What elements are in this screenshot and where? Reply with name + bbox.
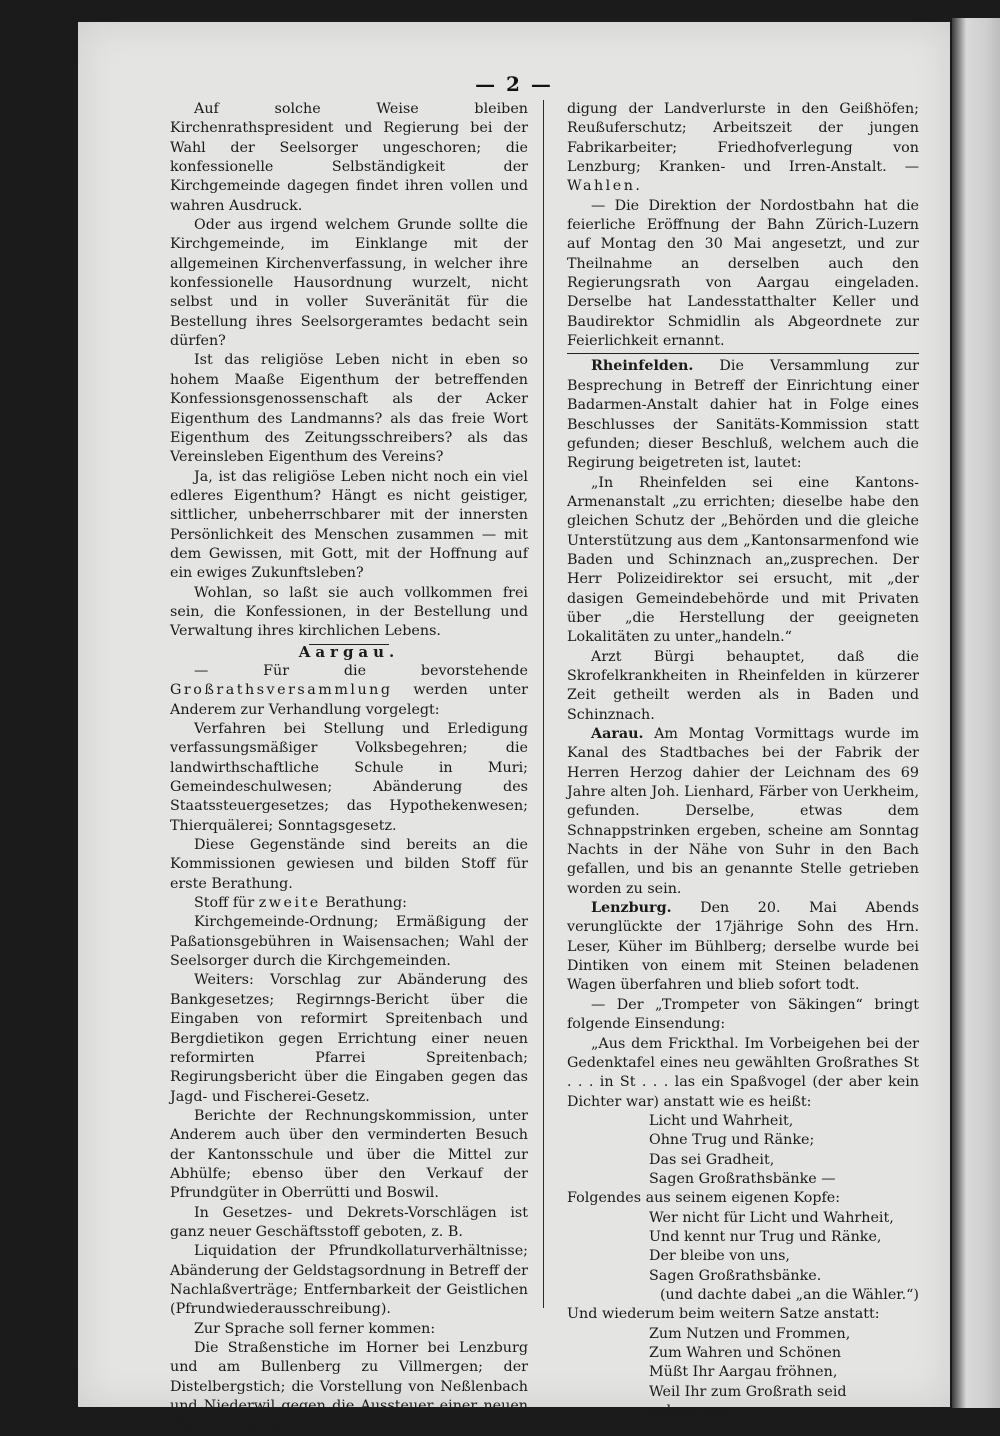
text-run: Die Versammlung zur Besprechung in Betreff der Einrichtung einer Badarmen-Anstalt dahier hat in Folge eines Beschlusses der Sanitäts-Kommission statt gefunden; dieser Beschluß, welchem auch die Regirung beigetreten ist, lautet: [567, 358, 919, 472]
paragraph [567, 899, 919, 996]
quoted-resolution: „In Rheinfelden sei eine Kantons-Armenanstalt „zu errichten; dieselbe habe den gleichen Schutz der „Behörden und die gleiche Unterstützung aus dem „Kantonsarmenfond wie Baden und Schinznach an„zusprechen. Der Herr Polizeidirektor sei ersucht, mit „der dasigen Gemeindebehörde und mit Privaten über „die Herstellung der geeigneten Lokalitäten zu unter„handeln.“ [567, 474, 919, 646]
paragraph: Kirchgemeinde-Ordnung; Ermäßigung der Paßationsgebühren in Waisensachen; Wahl der Seelsorger durch die Kirchgemeinden. [170, 914, 528, 970]
parenthetical-note: (und dachte dabei „an die Wähler.“) [659, 1286, 919, 1303]
paragraph: Folgendes aus seinem eigenen Kopfe: [567, 1190, 841, 1207]
text-run: Am Montag Vormittags wurde im Kanal des Stadtbaches bei der Fabrik der Herren Herzog dahier der Leichnam des 69 Jahre alten Joh. Lienhard, Färber von Uerkheim, gefunden. Derselbe, etwas dem Schnappstrinken ergeben, scheine am Sonntag Nachts in der Nähe von Suhr in den Bach gefallen, und bis an genannte Stelle getrieben worden zu sein. [567, 726, 920, 897]
paragraph: — Die Direktion der Nordostbahn hat die feierliche Eröffnung der Bahn Zürich-Luzern auf Montag den 30 Mai angesetzt, und zur Theilnahme an derselben auch den Regierungsrath von Aargau eingeladen. Derselbe hat Landesstatthalter Keller und Baudirektor Schmidlin als Abgeordnete zur Feierlichkeit ernannt. [567, 197, 919, 350]
verse-line: Zum Wahren und Schönen [649, 1345, 842, 1361]
section-rule [309, 644, 389, 645]
paragraph: Diese Gegenstände sind bereits an die Kommissionen gewiesen und bilden Stoff für erste Berathung. [170, 837, 528, 892]
place-name: Lenzburg. [591, 900, 672, 917]
verse-line: Das sei Gradheit, [649, 1151, 775, 1168]
right-column [567, 100, 919, 1421]
paragraph: Verfahren bei Stellung und Erledigung verfassungsmäßiger Volksbegehren; die landwirthschaftliche Schule in Muri; Gemeindeschulwesen; Abänderung des Staatssteuergesetzes; das Hypothekenwesen; Thierquälerei; Sonntagsgesetz. [170, 721, 528, 834]
verse-line: Sagen Großrathsbänke — [649, 1170, 836, 1187]
paragraph [567, 725, 919, 899]
paragraph: Berichte der Rechnungskommission, unter Anderem auch über den verminderten Besuch der Kantonsschule und über die Mittel zur Abhülfe; ebenso über den Verkauf der Pfrundgüter in Oberrütti und Boswil. [170, 1107, 528, 1202]
verse-line: Ohne Trug und Ränke; [649, 1132, 815, 1149]
text-run: Den 20. Mai Abends verunglückte der 17jährige Sohn des Hrn. Leser, Küher im Bühlberg; derselbe wurde bei Dintiken von einem mit Steinen beladenen Wagen überfahren und blieb sofort todt. [567, 900, 920, 994]
paragraph [567, 100, 919, 197]
paragraph: Ist das religiöse Leben nicht in eben so hohem Maaße Eigenthum der betreffenden Konfessionsgenossenschaft als der Acker Eigenthum des Landmanns? als das freie Wort Eigenthum des Zeitungsschreibers? als das Vereinsleben Eigenthum des Vereins? [170, 352, 528, 466]
text-run: — Für die bevorstehende [194, 662, 528, 679]
place-name: Rheinfelden. [591, 358, 694, 375]
paragraph: Weiters: Vorschlag zur Abänderung des Bankgesetzes; Regirnngs-Bericht über die Eingaben von reformirt Spreitenbach und Bergdietikon gegen Errichtung einer neuen reformirten Pfarrei Spreitenbach; Regirungsbericht über die Eingaben gegen das Jagd- und Fischerei-Gesetz. [170, 972, 528, 1105]
text-run: Berathung: [325, 895, 407, 912]
paragraph: Zur Sprache soll ferner kommen: [194, 1320, 436, 1337]
verse-line: Zum Nutzen und Frommen, [649, 1325, 851, 1342]
paragraph: Arzt Bürgi behauptet, daß die Skrofelkrankheiten in Rheinfelden in kürzerer Zeit getheilt werden als in Baden und Schinznach. [567, 648, 919, 723]
section-heading: Aargau. [298, 642, 400, 661]
section-rule [567, 353, 919, 354]
spaced-text: zweite [258, 895, 321, 912]
paragraph: — Der „Trompeter von Säkingen“ bringt folgende Einsendung: [567, 996, 919, 1033]
paragraph: Und wiederum beim weitern Satze anstatt: [567, 1306, 880, 1323]
spaced-text: Großrathsversammlung [170, 682, 393, 699]
verse-line: Weil Ihr zum Großrath seid gekommen — [649, 1383, 847, 1420]
verse-line: Licht und Wahrheit, [649, 1112, 794, 1129]
paragraph: In Gesetzes- und Dekrets-Vorschlägen ist ganz neuer Geschäftsstoff geboten, z. B. [170, 1204, 528, 1240]
paragraph [567, 357, 919, 473]
verse-line: Der bleibe von uns, [649, 1248, 790, 1265]
scan-edge-next-page [952, 18, 1000, 1408]
verse-line: Wer nicht für Licht und Wahrheit, [649, 1209, 894, 1226]
column-divider [543, 100, 544, 1308]
paragraph: Liquidation der Pfrundkollaturverhältnisse; Abänderung der Geldstagsordnung in Betreff der Nachlaßverträge; Entfernbarkeit der Geistlichen (Pfrundwiederausschreibung). [170, 1243, 528, 1318]
text-run: Stoff für [194, 895, 255, 912]
paragraph: Die Straßenstiche im Horner bei Lenzburg und am Bullenberg zu Villmergen; der Distelbergstich; die Vorstellung von Neßlenbach und Niederwil gegen die Aussteuer einer neuen Pfarrei Tägerig; Entschä- [170, 1340, 528, 1434]
text-run: werden unter Anderem zur Verhandlung vorgelegt: [170, 682, 528, 718]
left-column [170, 100, 528, 1436]
paragraph: Ja, ist das religiöse Leben nicht noch ein viel edleres Eigenthum? Hängt es nicht geistiger, sittlicher, unbeherrschbarer mit der innersten Persönlichkeit des Menschen zusammen — mit dem Gewissen, mit Gott, mit der Hoffnung auf ein ewiges Zukunftsleben? [170, 468, 528, 582]
verse-line: Und kennt nur Trug und Ränke, [649, 1228, 882, 1245]
paragraph: Auf solche Weise bleiben Kirchenrathspresident und Regierung bei der Wahl der Seelsorger ungeschoren; die konfessionelle Selbständigkeit der Kirchgemeinde dagegen findet ihren vollen und wahren Ausdruck. [170, 101, 528, 214]
text-run: digung der Landverlurste in den Geißhöfen; Reußuferschutz; Arbeitszeit der jungen Fabrikarbeiter; Friedhofverlegung von Lenzburg; Kranken- und Irren-Anstalt. — [567, 101, 919, 176]
verse-line: Müßt Ihr Aargau fröhnen, [649, 1364, 838, 1381]
paragraph: Wohlan, so laßt sie auch vollkommen frei sein, die Konfessionen, in der Bestellung und Verwaltung ihres kirchlichen Lebens. [170, 584, 528, 640]
paragraph [170, 662, 528, 720]
verse-line: Sagen Großrathsbänke. [649, 1267, 822, 1284]
paragraph: Oder aus irgend welchem Grunde sollte die Kirchgemeinde, im Einklange mit der allgemeinen Kirchenverfassung, in welcher ihre konfessionelle Hausordnung wurzelt, nicht selbst und in voller Suveränität für die Bestellung ihres Seelsorgeramtes bedacht sein dürfen? [170, 217, 528, 350]
spaced-text: Wahlen. [567, 178, 643, 195]
place-name: Aarau. [591, 726, 644, 742]
page-number: — 2 — [475, 72, 553, 96]
paragraph [170, 894, 528, 913]
paragraph: „Aus dem Frickthal. Im Vorbeigehen bei der Gedenktafel eines neu gewählten Großrathes St . . . in St . . . las ein Spaßvogel (der aber kein Dichter war) anstatt wie es heißt: [567, 1035, 919, 1110]
